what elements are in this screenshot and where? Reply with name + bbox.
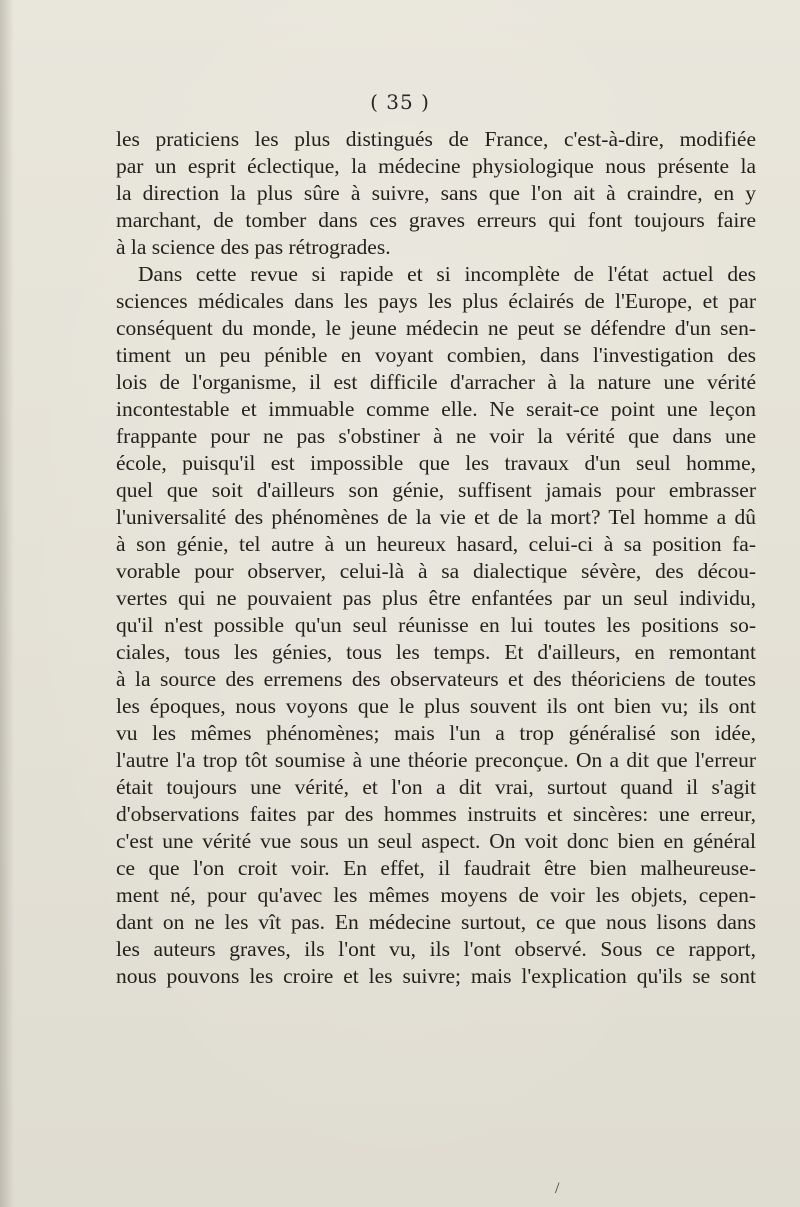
text-line: les praticiens les plus distingués de France, c'est-à-dire, modifiée bbox=[116, 127, 756, 151]
text-line: frappante pour ne pas s'obstiner à ne voir la vérité que dans une bbox=[116, 424, 756, 448]
text-line: vertes qui ne pouvaient pas plus être enfantées par un seul individu, bbox=[116, 586, 756, 610]
text-line: timent un peu pénible en voyant combien, dans l'investigation des bbox=[116, 343, 756, 367]
text-line: vorable pour observer, celui-là à sa dialectique sévère, des décou- bbox=[116, 559, 756, 583]
text-line: par un esprit éclectique, la médecine physiologique nous présente la bbox=[116, 154, 756, 178]
text-line: les auteurs graves, ils l'ont vu, ils l'ont observé. Sous ce rapport, bbox=[116, 937, 756, 961]
text-line: quel que soit d'ailleurs son génie, suffisent jamais pour embrasser bbox=[116, 478, 756, 502]
text-line: c'est une vérité vue sous un seul aspect. On voit donc bien en général bbox=[116, 829, 756, 853]
paragraph-first-line: Dans cette revue si rapide et si incomplète de l'état actuel des bbox=[138, 262, 756, 286]
text-line: l'universalité des phénomènes de la vie et de la mort? Tel homme a dû bbox=[116, 505, 756, 529]
text-line: sciences médicales dans les pays les plus éclairés de l'Europe, et par bbox=[116, 289, 756, 313]
text-line: à son génie, tel autre à un heureux hasard, celui-ci à sa position fa- bbox=[116, 532, 756, 556]
text-line: lois de l'organisme, il est difficile d'arracher à la nature une vérité bbox=[116, 370, 756, 394]
text-line: dant on ne les vît pas. En médecine surtout, ce que nous lisons dans bbox=[116, 910, 756, 934]
text-line: qu'il n'est possible qu'un seul réunisse en lui toutes les positions so- bbox=[116, 613, 756, 637]
body-text bbox=[116, 126, 756, 990]
stray-ink-mark: / bbox=[555, 1180, 560, 1197]
text-line: d'observations faites par des hommes instruits et sincères: une erreur, bbox=[116, 802, 756, 826]
text-line: nous pouvons les croire et les suivre; mais l'explication qu'ils se sont bbox=[116, 964, 756, 988]
text-line: les époques, nous voyons que le plus souvent ils ont bien vu; ils ont bbox=[116, 694, 756, 718]
text-line: ciales, tous les génies, tous les temps. Et d'ailleurs, en remontant bbox=[116, 640, 756, 664]
text-line: la direction la plus sûre à suivre, sans que l'on ait à craindre, en y bbox=[116, 181, 756, 205]
text-line: ment né, pour qu'avec les mêmes moyens de voir les objets, cepen- bbox=[116, 883, 756, 907]
text-line: vu les mêmes phénomènes; mais l'un a trop généralisé son idée, bbox=[116, 721, 756, 745]
text-line: ce que l'on croit voir. En effet, il faudrait être bien malheureuse- bbox=[116, 856, 756, 880]
text-line: incontestable et immuable comme elle. Ne serait-ce point une leçon bbox=[116, 397, 756, 421]
text-line: à la science des pas rétrogrades. bbox=[116, 235, 391, 259]
page-number: ( 35 ) bbox=[370, 90, 430, 114]
text-line: était toujours une vérité, et l'on a dit vrai, surtout quand il s'agit bbox=[116, 775, 756, 799]
text-line: conséquent du monde, le jeune médecin ne peut se défendre d'un sen- bbox=[116, 316, 756, 340]
text-line: à la source des erremens des observateurs et des théoriciens de toutes bbox=[116, 667, 756, 691]
text-line: école, puisqu'il est impossible que les travaux d'un seul homme, bbox=[116, 451, 756, 475]
text-line: l'autre l'a trop tôt soumise à une théorie preconçue. On a dit que l'erreur bbox=[116, 748, 756, 772]
text-line: marchant, de tomber dans ces graves erreurs qui font toujours faire bbox=[116, 208, 756, 232]
